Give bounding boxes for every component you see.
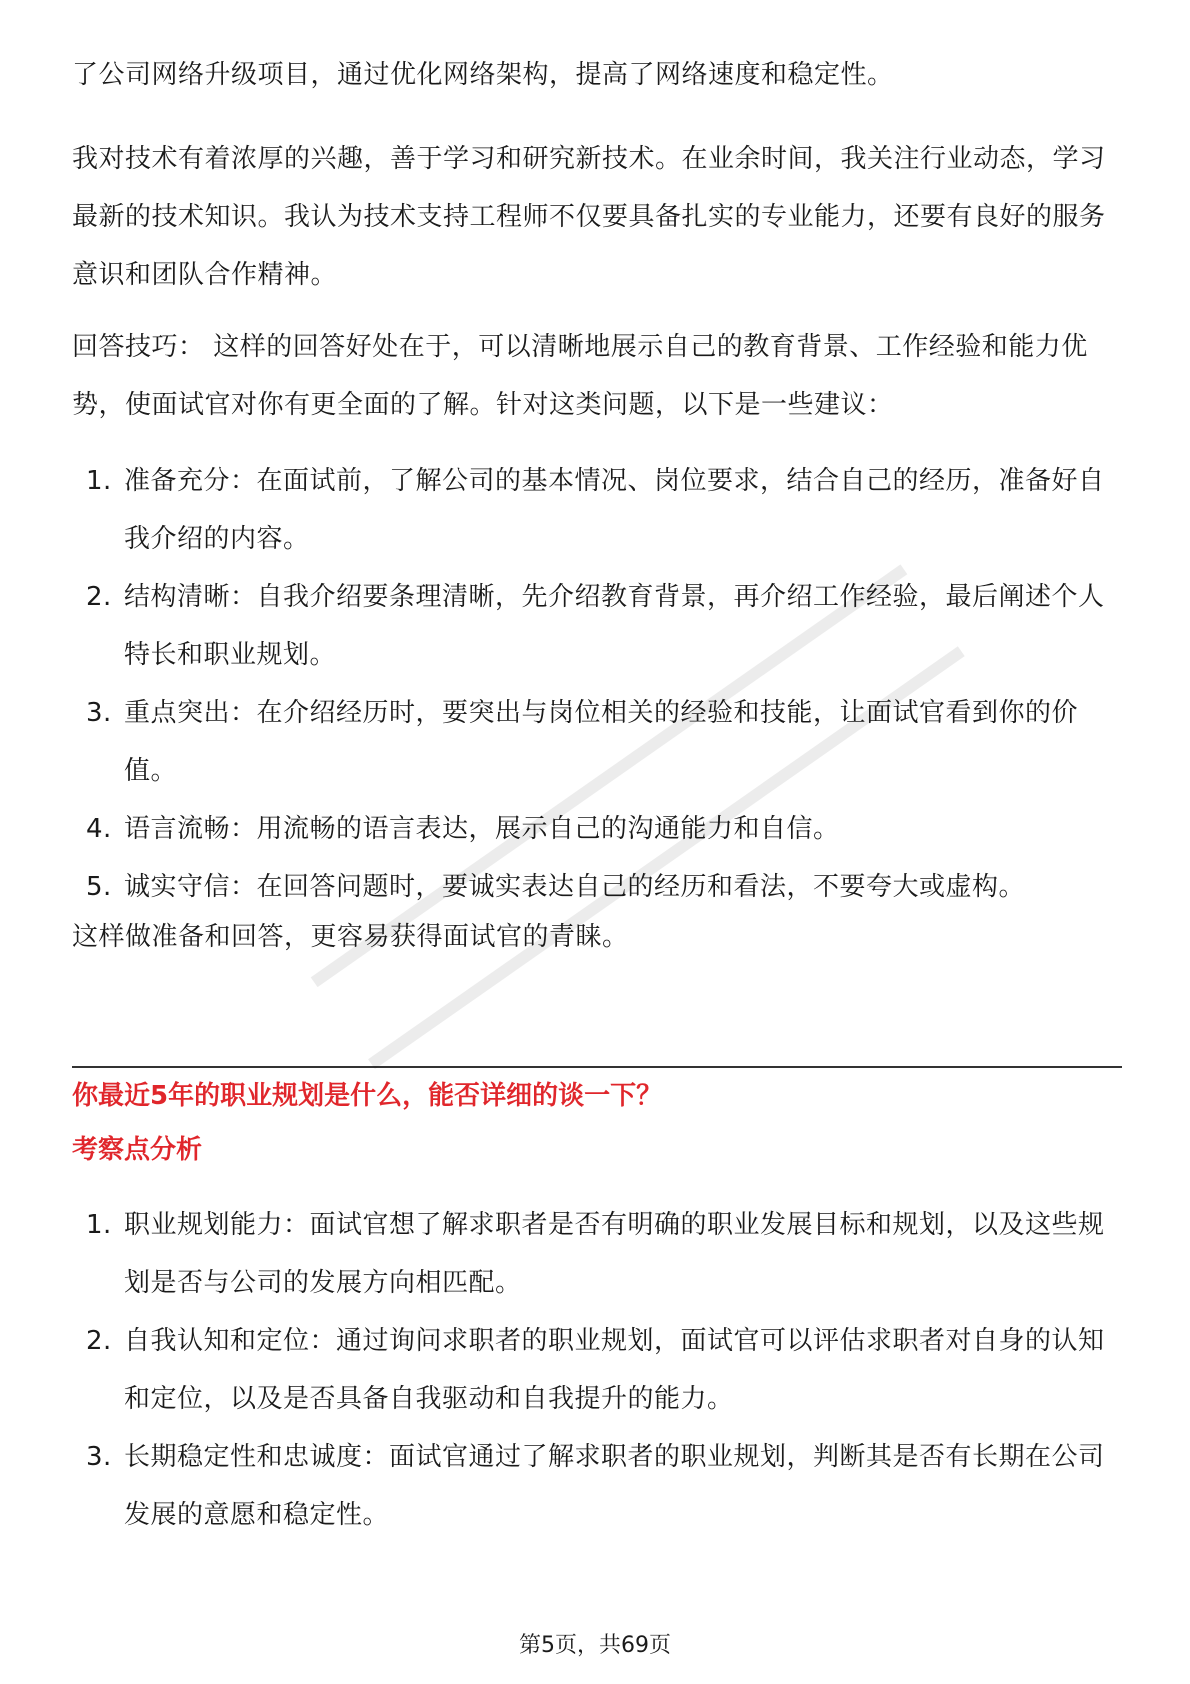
list-number: 5. [86,872,112,902]
paragraph-conclusion: 这样做准备和回答，更容易获得面试官的青睐。 [72,922,629,952]
list-number: 2. [86,1326,112,1356]
list-number: 2. [86,582,112,612]
list-item [72,452,1122,568]
list-number: 3. [86,698,112,728]
list-item-text: 职业规划能力：面试官想了解求职者是否有明确的职业发展目标和规划，以及这些规划是否与公司的发展方向相匹配。 [124,1210,1105,1298]
list-item-text: 结构清晰：自我介绍要条理清晰，先介绍教育背景，再介绍工作经验，最后阐述个人特长和职业规划。 [124,582,1105,670]
list-item-text: 重点突出：在介绍经历时，要突出与岗位相关的经验和技能，让面试官看到你的价值。 [124,698,1079,786]
list-item-text: 诚实守信：在回答问题时，要诚实表达自己的经历和看法，不要夸大或虚构。 [124,872,1026,902]
list-number: 1. [86,1210,112,1240]
list-item-text: 语言流畅：用流畅的语言表达，展示自己的沟通能力和自信。 [124,814,840,844]
list-item [72,568,1122,684]
document-page [72,0,1122,1684]
list-item-text: 自我认知和定位：通过询问求职者的职业规划，面试官可以评估求职者对自身的认知和定位，以及是否具备自我驱动和自我提升的能力。 [124,1326,1105,1414]
list-item [72,684,1122,800]
list-item-text: 准备充分：在面试前，了解公司的基本情况、岗位要求，结合自己的经历，准备好自我介绍的内容。 [124,466,1105,554]
section-divider [72,1066,1122,1068]
list-number: 3. [86,1442,112,1472]
list-item-text: 长期稳定性和忠诚度：面试官通过了解求职者的职业规划，判断其是否有长期在公司发展的意愿和稳定性。 [124,1442,1105,1530]
analysis-list [72,1196,1122,1544]
tips-list [72,452,1122,916]
paragraph-interest: 我对技术有着浓厚的兴趣，善于学习和研究新技术。在业余时间，我关注行业动态，学习最新的技术知识。我认为技术支持工程师不仅要具备扎实的专业能力，还要有良好的服务意识和团队合作精神。 [72,144,1106,290]
list-number: 4. [86,814,112,844]
list-item [72,1196,1122,1312]
paragraph-project: 了公司网络升级项目，通过优化网络架构，提高了网络速度和稳定性。 [72,60,894,90]
page-footer: 第5页，共69页 [519,1633,671,1658]
list-item [72,1312,1122,1428]
list-number: 1. [86,466,112,496]
analysis-heading: 考察点分析 [72,1135,203,1165]
list-item [72,1428,1122,1544]
list-item [72,800,1122,858]
paragraph-answer-tips: 回答技巧： 这样的回答好处在于，可以清晰地展示自己的教育背景、工作经验和能力优势，使面试官对你有更全面的了解。针对这类问题，以下是一些建议： [72,332,1088,420]
question-title: 你最近5年的职业规划是什么，能否详细的谈一下？ [72,1081,663,1111]
